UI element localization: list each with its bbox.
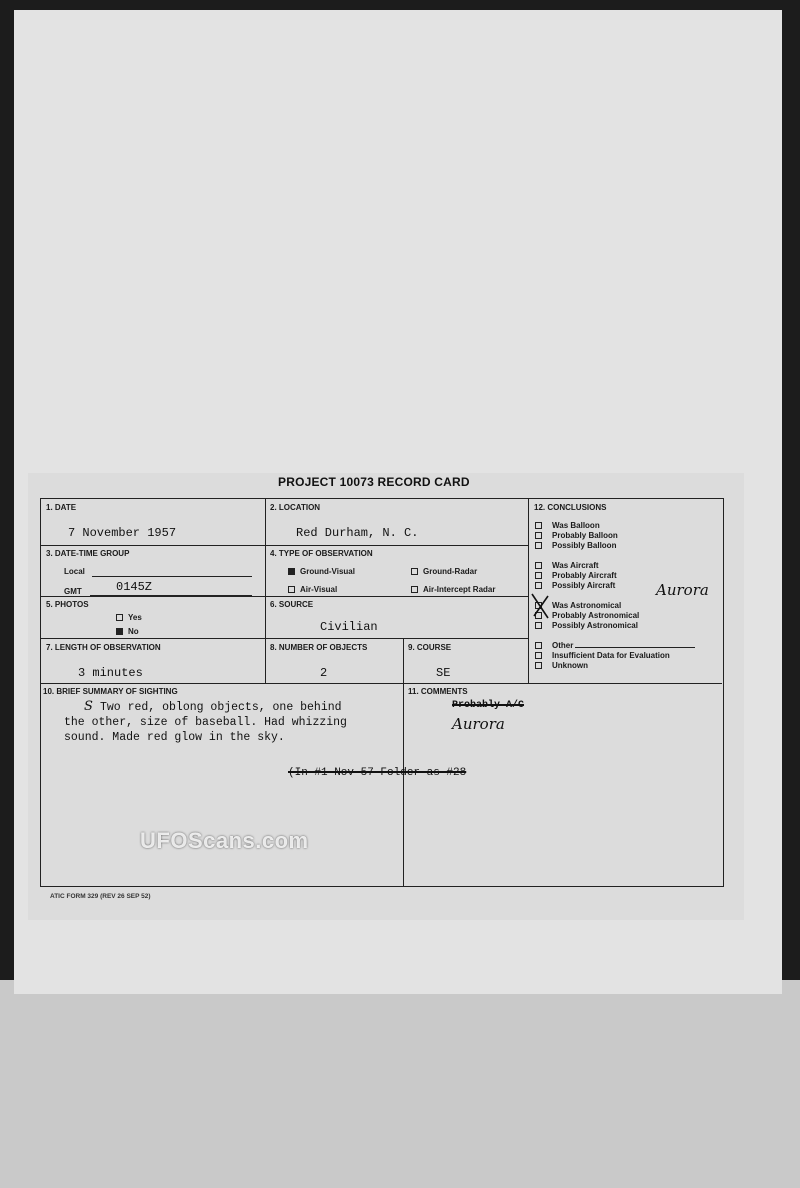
checkbox-icon <box>535 532 542 539</box>
checkbox-icon <box>535 562 542 569</box>
conclusion-item: Probably Aircraft <box>535 571 617 580</box>
checkbox-icon <box>411 568 418 575</box>
summary-line: the other, size of baseball. Had whizzing <box>64 716 347 729</box>
conclusion-item: Other <box>535 641 695 650</box>
source-value: Civilian <box>320 620 378 634</box>
summary-label: 10. BRIEF SUMMARY OF SIGHTING <box>43 687 178 696</box>
checkbox-icon <box>116 614 123 621</box>
conclusion-item: Probably Astronomical <box>535 611 639 620</box>
gmt-value: 0145Z <box>116 580 153 594</box>
conclusion-item: Was Aircraft <box>535 561 599 570</box>
divider <box>40 596 528 597</box>
handwritten-x-mark-icon <box>528 590 552 622</box>
gmt-label: GMT <box>64 587 82 596</box>
checkbox-icon <box>535 652 542 659</box>
comments-label: 11. COMMENTS <box>408 687 468 696</box>
divider <box>40 545 528 546</box>
length-label: 7. LENGTH OF OBSERVATION <box>46 643 161 652</box>
card-title: PROJECT 10073 RECORD CARD <box>278 475 470 489</box>
option-ground-radar: Ground-Radar <box>411 567 477 576</box>
checkbox-icon <box>535 622 542 629</box>
watermark: UFOScans.com <box>140 828 309 853</box>
handwritten-conclusion: Aurora <box>656 581 709 599</box>
num-objects-label: 8. NUMBER OF OBJECTS <box>270 643 368 652</box>
other-field-line <box>575 647 695 648</box>
num-objects-value: 2 <box>320 666 328 680</box>
struck-folder-note: (In #1 Nov 57 Folder as #28 <box>288 767 467 779</box>
course-value: SE <box>436 666 451 680</box>
summary-line: Two red, oblong objects, one behind <box>100 701 342 714</box>
checkbox-icon <box>411 586 418 593</box>
conclusion-item: Possibly Astronomical <box>535 621 638 630</box>
conclusion-item: Was Balloon <box>535 521 600 530</box>
local-field-line <box>92 576 252 577</box>
option-air-intercept-radar: Air-Intercept Radar <box>411 585 495 594</box>
location-label: 2. LOCATION <box>270 503 321 512</box>
background-lower <box>0 980 800 1188</box>
checkbox-icon <box>535 572 542 579</box>
photos-label: 5. PHOTOS <box>46 600 89 609</box>
checkbox-icon <box>535 542 542 549</box>
handwritten-comment: Aurora <box>452 715 505 733</box>
option-photos-yes: Yes <box>116 613 142 622</box>
divider <box>403 638 404 886</box>
option-photos-no: No <box>116 627 139 636</box>
observation-type-label: 4. TYPE OF OBSERVATION <box>270 549 373 558</box>
date-label: 1. DATE <box>46 503 77 512</box>
conclusion-item: Insufficient Data for Evaluation <box>535 651 670 660</box>
course-label: 9. COURSE <box>408 643 452 652</box>
summary-line: sound. Made red glow in the sky. <box>64 731 285 744</box>
divider <box>40 683 722 684</box>
conclusion-item: Was Astronomical <box>535 601 621 610</box>
form-id: ATIC FORM 329 (REV 26 SEP 52) <box>50 893 151 900</box>
checkbox-icon <box>535 662 542 669</box>
conclusion-item: Possibly Balloon <box>535 541 616 550</box>
divider <box>265 498 266 683</box>
local-label: Local <box>64 567 85 576</box>
conclusion-item: Probably Balloon <box>535 531 618 540</box>
summary-handwritten-mark: S <box>84 699 93 714</box>
date-value: 7 November 1957 <box>68 526 177 540</box>
checkbox-icon <box>288 586 295 593</box>
checkbox-checked-icon <box>116 628 123 635</box>
conclusions-label: 12. CONCLUSIONS <box>534 503 607 512</box>
checkbox-icon <box>535 582 542 589</box>
conclusion-item: Unknown <box>535 661 588 670</box>
checkbox-icon <box>535 522 542 529</box>
struck-comment: Probably A/C <box>452 700 525 711</box>
divider <box>40 638 528 639</box>
dtg-label: 3. DATE-TIME GROUP <box>46 549 130 558</box>
location-value: Red Durham, N. C. <box>296 526 419 540</box>
option-ground-visual: Ground-Visual <box>288 567 355 576</box>
gmt-field-line <box>90 595 252 596</box>
source-label: 6. SOURCE <box>270 600 314 609</box>
length-value: 3 minutes <box>78 666 143 680</box>
checkbox-icon <box>535 642 542 649</box>
checkbox-checked-icon <box>288 568 295 575</box>
option-air-visual: Air-Visual <box>288 585 337 594</box>
conclusion-item: Possibly Aircraft <box>535 581 615 590</box>
